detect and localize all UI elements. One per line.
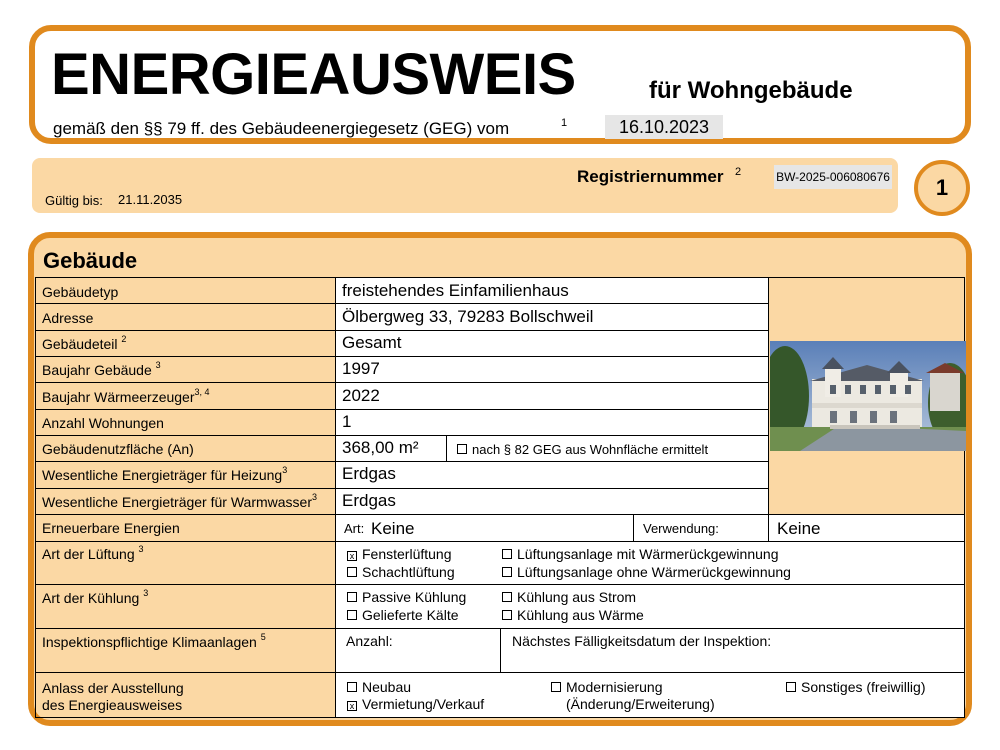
- checkbox-icon: [347, 592, 357, 602]
- renewable-use-label: Verwendung:: [643, 521, 719, 536]
- column-divider: [35, 277, 36, 717]
- row-line: [35, 541, 965, 542]
- renewable-divider: [633, 514, 634, 541]
- checkbox-icon: [551, 682, 561, 692]
- valid-until-date: 21.11.2035: [118, 192, 183, 207]
- heater-year-value: 2022: [342, 386, 380, 405]
- registration-footnote: 2: [735, 166, 742, 178]
- issuance-option-new[interactable]: Neubau: [347, 679, 411, 695]
- cooling-option-heat[interactable]: Kühlung aus Wärme: [502, 607, 644, 623]
- heating-carrier-label: Wesentliche Energieträger für Heizung$^3$: [42, 465, 288, 483]
- floor-area-value: 368,00 m²: [342, 438, 419, 457]
- checkbox-checked-icon: x: [347, 551, 357, 561]
- issuance-label-line2: des Energieausweises: [42, 697, 183, 713]
- units-label: Anzahl Wohnungen: [42, 415, 164, 431]
- units-value: 1: [342, 412, 352, 431]
- column-divider: [335, 277, 336, 717]
- checkbox-icon: [502, 592, 512, 602]
- heater-year-label: Baujahr Wärmeerzeuger$^{3, 4}$: [42, 387, 210, 405]
- page-number-badge: 1: [914, 160, 970, 216]
- row-line: [35, 303, 769, 304]
- cooling-option-electric[interactable]: Kühlung aus Strom: [502, 589, 636, 605]
- row-line: [35, 461, 769, 462]
- cooling-option-delivered[interactable]: Gelieferte Kälte: [347, 607, 459, 623]
- row-line: [35, 277, 965, 278]
- checkbox-icon: [502, 567, 512, 577]
- column-divider: [768, 277, 769, 541]
- row-line: [35, 717, 965, 718]
- ventilation-label: Art der Lüftung $^3$: [42, 544, 144, 562]
- checkbox-checked-icon: x: [347, 701, 357, 711]
- row-line: [35, 435, 769, 436]
- issuance-option-modernization-detail: (Änderung/Erweiterung): [566, 696, 715, 712]
- legal-footnote: 1: [561, 117, 568, 129]
- issuance-option-rental-sale[interactable]: x Vermietung/Verkauf: [347, 696, 484, 712]
- checkbox-icon: [786, 682, 796, 692]
- construction-year-label: Baujahr Gebäude $^3$: [42, 360, 161, 378]
- row-line: [35, 356, 769, 357]
- checkbox-icon: [457, 444, 467, 454]
- checkbox-icon: [502, 549, 512, 559]
- document-title: ENERGIEAUSWEIS: [51, 42, 576, 107]
- checkbox-icon: [347, 682, 357, 692]
- registration-number: BW-2025-006080676: [774, 165, 892, 189]
- renewable-label: Erneuerbare Energien: [42, 520, 180, 536]
- ventilation-option-without-recovery[interactable]: Lüftungsanlage ohne Wärmerückgewinnung: [502, 564, 791, 580]
- registration-label: Registriernummer: [577, 167, 724, 186]
- valid-until-label: Gültig bis:: [45, 193, 103, 208]
- ventilation-option-window[interactable]: x Fensterlüftung: [347, 546, 452, 562]
- building-part-label: Gebäudeteil $^2$: [42, 334, 127, 352]
- row-line: [35, 330, 769, 331]
- building-part-value: Gesamt: [342, 333, 402, 352]
- checkbox-icon: [502, 610, 512, 620]
- water-carrier-label: Wesentliche Energieträger für Warmwasser$^3$: [42, 492, 318, 510]
- ac-inspection-label: Inspektionspflichtige Klimaanlagen $^5$: [42, 632, 266, 650]
- issuance-label-line1: Anlass der Ausstellung: [42, 680, 184, 696]
- floor-area-option[interactable]: nach § 82 GEG aus Wohnfläche ermittelt: [457, 442, 708, 457]
- checkbox-icon: [347, 567, 357, 577]
- ac-count-label: Anzahl:: [346, 633, 393, 649]
- regulation-date: 16.10.2023: [605, 115, 723, 139]
- area-divider: [446, 435, 447, 461]
- ventilation-option-shaft[interactable]: Schachtlüftung: [347, 564, 455, 580]
- renewable-use-value: Keine: [777, 519, 821, 538]
- building-type-value: freistehendes Einfamilienhaus: [342, 281, 569, 300]
- cooling-label: Art der Kühlung $^3$: [42, 588, 149, 606]
- cooling-option-passive[interactable]: Passive Kühlung: [347, 589, 466, 605]
- legal-basis: gemäß den §§ 79 ff. des Gebäudeenergiegesetz (GEG) vom: [53, 119, 510, 138]
- floor-area-label: Gebäudenutzfläche (An): [42, 441, 194, 457]
- row-line: [35, 382, 769, 383]
- row-line: [35, 672, 965, 673]
- row-line: [35, 584, 965, 585]
- address-label: Adresse: [42, 310, 94, 326]
- issuance-option-other[interactable]: Sonstiges (freiwillig): [786, 679, 925, 695]
- building-type-label: Gebäudetyp: [42, 284, 119, 300]
- renewable-art-value: Keine: [371, 519, 415, 538]
- checkbox-icon: [347, 610, 357, 620]
- construction-year-value: 1997: [342, 359, 380, 378]
- renewable-art-label: Art:: [344, 521, 365, 536]
- address-value: Ölbergweg 33, 79283 Bollschweil: [342, 307, 594, 326]
- water-carrier-value: Erdgas: [342, 491, 396, 510]
- issuance-option-modernization[interactable]: Modernisierung: [551, 679, 663, 695]
- document-subtitle: für Wohngebäude: [649, 77, 853, 104]
- section-title: Gebäude: [43, 248, 138, 273]
- row-line: [35, 409, 769, 410]
- ac-due-date-label: Nächstes Fälligkeitsdatum der Inspektion:: [512, 633, 772, 649]
- inspection-divider: [500, 628, 501, 672]
- ventilation-option-with-recovery[interactable]: Lüftungsanlage mit Wärmerückgewinnung: [502, 546, 778, 562]
- registration-bar: [32, 158, 898, 213]
- row-line: [35, 514, 965, 515]
- header-box: [29, 25, 971, 144]
- heating-carrier-value: Erdgas: [342, 464, 396, 483]
- building-photo: [770, 341, 966, 451]
- row-line: [35, 488, 769, 489]
